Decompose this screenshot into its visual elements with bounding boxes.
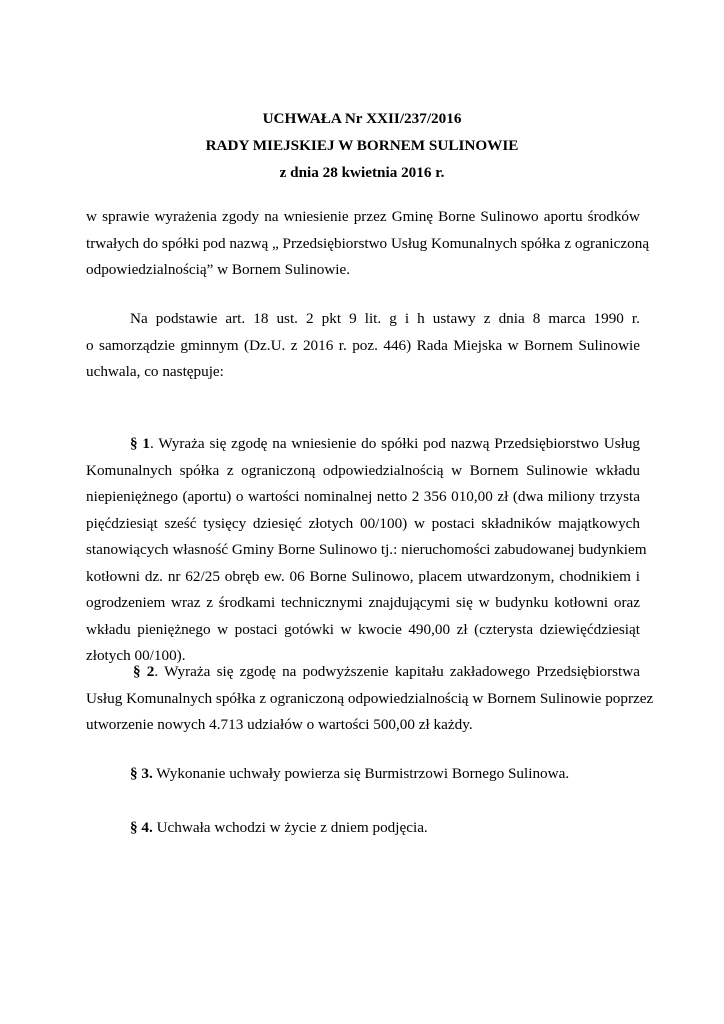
section-1-first-line [86,431,640,458]
preamble-line-1 [86,306,640,333]
section-2-line: utworzenie nowych 4.713 udziałów o wartości 500,00 zł każdy. [86,716,473,733]
section-2-first-text: . Wyraża się zgodę na podwyższenie kapitału zakładowego Przedsiębiorstwa [154,663,640,680]
preamble-word: dnia [498,310,525,327]
preamble-word: 8 [532,310,541,327]
resolution-subject [86,204,650,284]
section-4-line [86,819,428,836]
preamble-word: art. [225,310,246,327]
section-4 [86,815,640,841]
section-4-text: Uchwała wchodzi w życie z dniem podjęcia. [152,819,428,836]
subject-line: w sprawie wyrażenia zgody na wniesienie przez Gminę Borne Sulinowo aportu środków [86,208,640,225]
preamble-word: marca [548,310,586,327]
preamble-word: ustawy [432,310,476,327]
subject-line: odpowiedzialnością” w Bornem Sulinowie. [86,261,351,278]
preamble-word: ust. [276,310,298,327]
section-1-line: pięćdziesiąt sześć tysięcy dziesięć złotych 00/100) w postaci składników majątkowych [86,514,640,532]
section-1-line: stanowiących własność Gminy Borne Sulinowo tj.: nieruchomości zabudowanej budynkiem [86,541,647,558]
section-1-line: Komunalnych spółka z ograniczoną odpowiedzialnością w Bornem Sulinowie wkładu [86,461,640,479]
preamble-word: podstawie [155,310,218,327]
section-3-text: Wykonanie uchwały powierza się Burmistrzowi Bornego Sulinowa. [152,765,570,782]
subject-line: trwałych do spółki pod nazwą „ Przedsiębiorstwo Usług Komunalnych spółka z ograniczoną [86,234,650,252]
preamble-word: 9 [349,310,357,327]
preamble-word: 1990 [593,310,624,327]
section-1-line: wkładu pieniężnego w postaci gotówki w kwocie 490,00 zł (czterysta dziewięćdziesiąt [86,620,640,638]
section-3 [86,761,640,787]
section-3-marker: § 3. [130,765,153,782]
preamble-word: lit. [364,310,382,327]
preamble-word: z [483,310,491,327]
section-2-marker: § 2 [133,663,155,680]
preamble-line: o samorządzie gminnym (Dz.U. z 2016 r. poz. 446) Rada Miejska w Bornem Sulinowie [86,336,640,354]
preamble-line: uchwala, co następuje: [86,363,224,380]
council-name: RADY MIEJSKIEJ W BORNEM SULINOWIE [205,137,519,154]
preamble-word: g [389,310,397,327]
section-3-line [86,765,569,782]
preamble-word: h [417,310,425,327]
section-1-line: złotych 00/100). [86,647,186,664]
preamble-word: 2 [306,310,314,327]
section-1-marker: § 1 [130,435,151,452]
section-4-marker: § 4. [130,819,153,836]
section-2-first-line [86,659,640,686]
section-1-first-text: . Wyraża się zgodę na wniesienie do spółki pod nazwą Przedsiębiorstwo Usług [150,435,641,452]
preamble-word: Na [130,310,148,327]
resolution-title: UCHWAŁA Nr XXII/237/2016 [262,110,462,127]
preamble-word: i [404,310,410,327]
resolution-date: z dnia 28 kwietnia 2016 r. [279,164,445,181]
preamble [86,306,640,386]
preamble-word: pkt [321,310,342,327]
preamble-word: 18 [253,310,269,327]
section-1-line: ogrodzeniem wraz z środkami technicznymi znajdującymi się w budynku kotłowni oraz [86,594,640,611]
resolution-header [0,105,724,186]
preamble-word: r. [631,310,640,327]
section-1-line: niepieniężnego (aportu) o wartości nominalnej netto 2 356 010,00 zł (dwa miliony trzysta [86,488,640,505]
section-1 [86,431,647,670]
section-1-line: kotłowni dz. nr 62/25 obręb ew. 06 Borne Sulinowo, placem utwardzonym, chodnikiem i [86,567,640,585]
section-2-line: Usług Komunalnych spółka z ograniczoną odpowiedzialnością w Bornem Sulinowie poprzez [86,689,654,707]
section-2 [86,659,654,739]
